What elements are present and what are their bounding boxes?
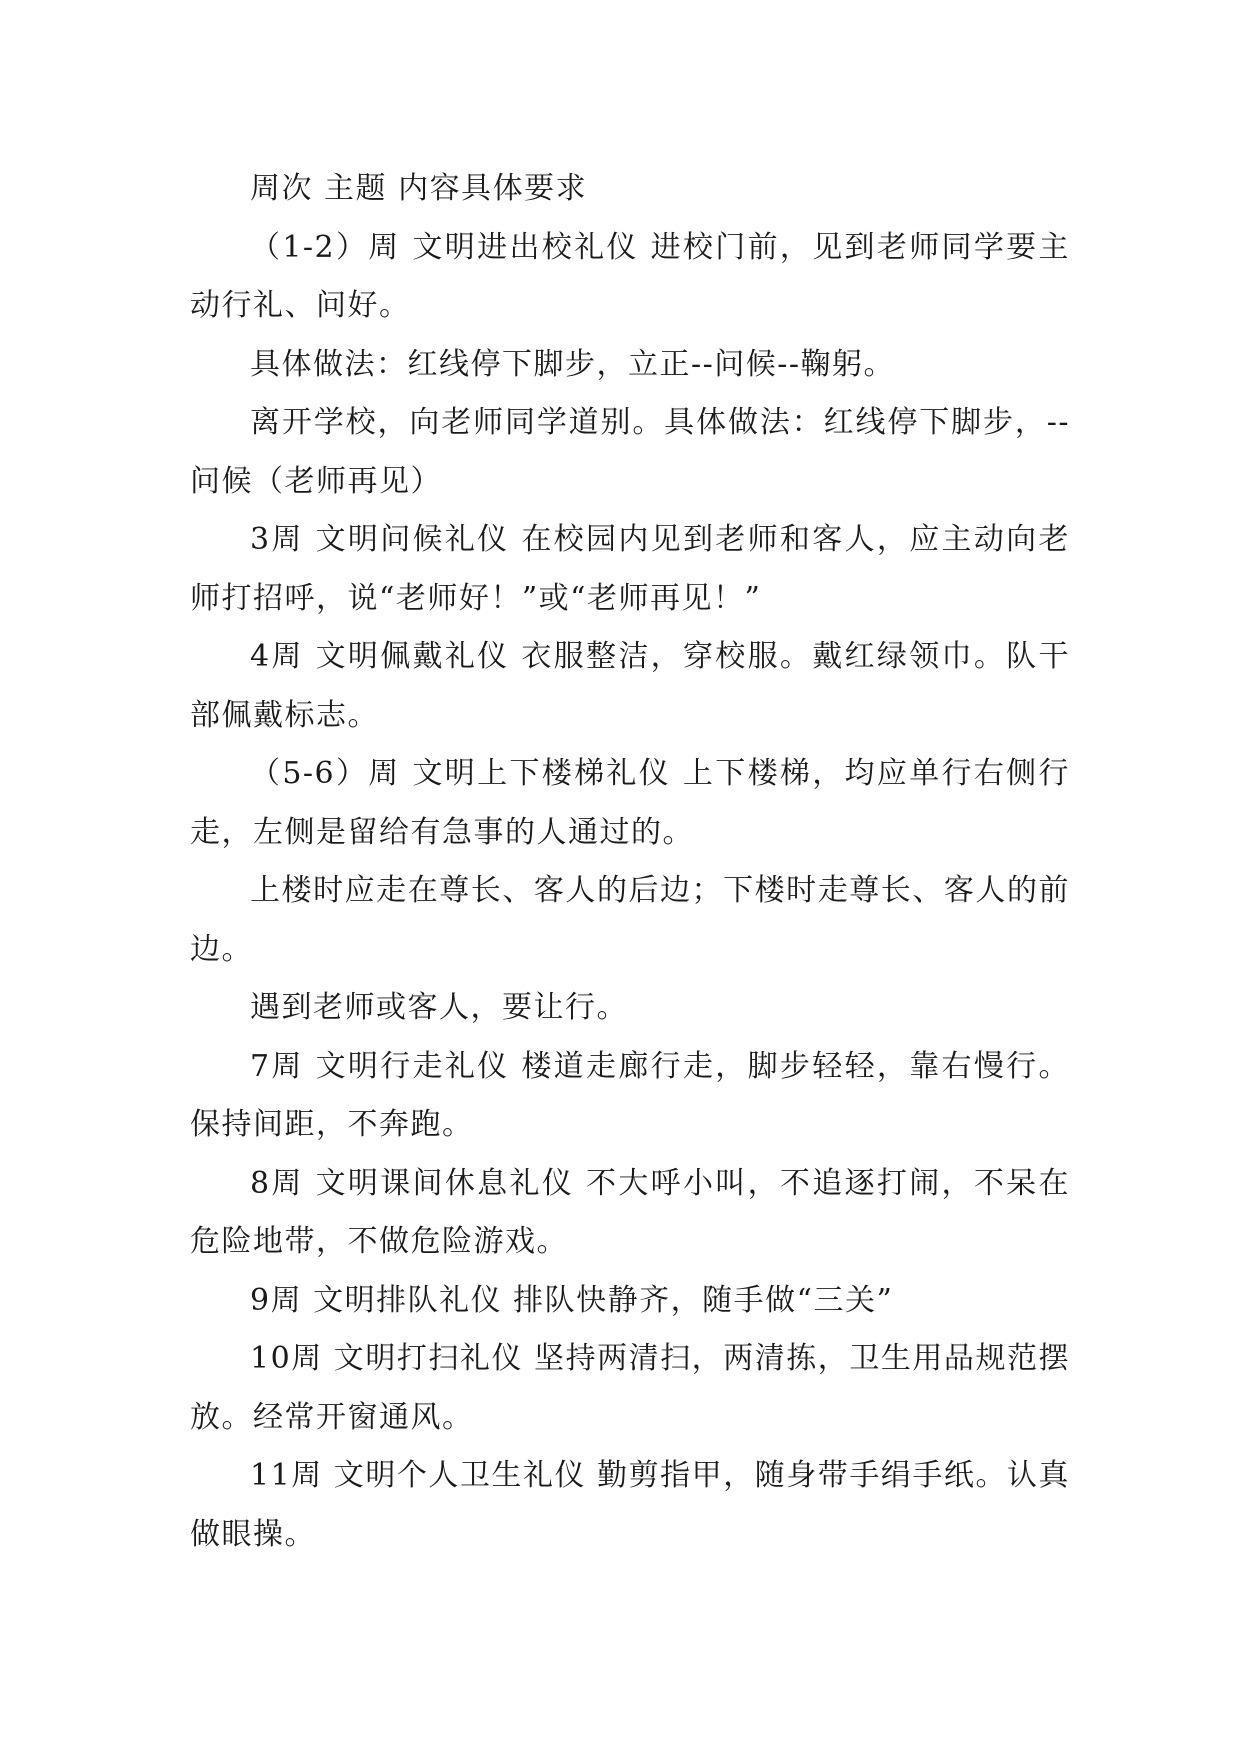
paragraph-week-5-6-up-down: 上楼时应走在尊长、客人的后边；下楼时走尊长、客人的前边。 [190, 873, 1070, 967]
paragraph-week-5-6-yield: 遇到老师或客人，要让行。 [250, 990, 628, 1025]
paragraph-week-11: 11周 文明个人卫生礼仪 勤剪指甲，随身带手绢手纸。认真做眼操。 [190, 1458, 1070, 1552]
document-body [190, 160, 1070, 1564]
paragraph-week-4: 4周 文明佩戴礼仪 衣服整洁，穿校服。戴红绿领巾。队干部佩戴标志。 [190, 639, 1070, 733]
paragraph-week-10: 10周 文明打扫礼仪 坚持两清扫，两清拣，卫生用品规范摆放。经常开窗通风。 [190, 1341, 1070, 1435]
paragraph-week-5-6: （5-6）周 文明上下楼梯礼仪 上下楼梯，均应单行右侧行走，左侧是留给有急事的人通过的。 [190, 756, 1070, 850]
paragraph-header: 周次 主题 内容具体要求 [250, 171, 588, 206]
paragraph-week-9: 9周 文明排队礼仪 排队快静齐，随手做“三关” [250, 1282, 894, 1318]
paragraph-week-1-2-method: 具体做法：红线停下脚步，立正--问候--鞠躬。 [250, 346, 896, 382]
paragraph-week-7: 7周 文明行走礼仪 楼道走廊行走，脚步轻轻，靠右慢行。保持间距，不奔跑。 [190, 1048, 1070, 1142]
paragraph-week-1-2: （1-2）周 文明进出校礼仪 进校门前，见到老师同学要主动行礼、问好。 [190, 229, 1070, 323]
paragraph-week-1-2-leaving: 离开学校，向老师同学道别。具体做法：红线停下脚步，--问候（老师再见） [190, 405, 1070, 499]
paragraph-week-8: 8周 文明课间休息礼仪 不大呼小叫，不追逐打闹，不呆在危险地带，不做危险游戏。 [190, 1165, 1070, 1259]
paragraph-week-3: 3周 文明问候礼仪 在校园内见到老师和客人，应主动向老师打招呼，说“老师好！”或“老师再见！” [190, 522, 1070, 616]
